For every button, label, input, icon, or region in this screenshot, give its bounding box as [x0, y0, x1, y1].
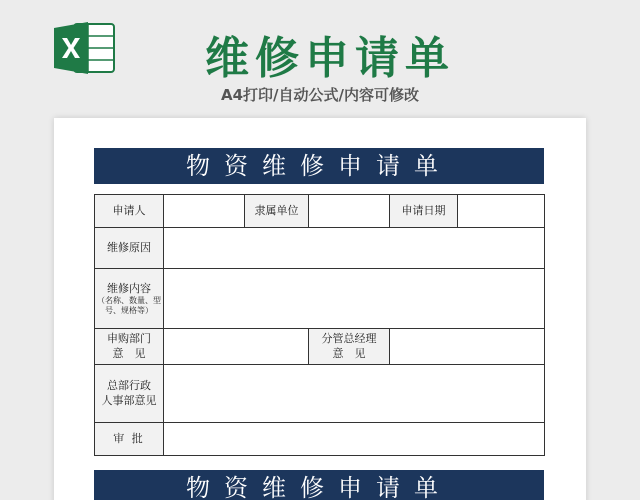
approval-label: 审 批	[95, 423, 164, 456]
apply-date-value-cell[interactable]	[458, 195, 545, 228]
reason-value-cell[interactable]	[164, 228, 545, 269]
table-row	[95, 423, 545, 456]
hq-value-cell[interactable]	[164, 365, 545, 423]
application-form-table	[94, 194, 545, 456]
table-row	[95, 228, 545, 269]
gm-value-cell[interactable]	[390, 329, 545, 365]
excel-logo-icon	[52, 20, 116, 76]
hq-label: 总部行政	[107, 379, 151, 393]
content-label: 维修内容	[107, 281, 151, 295]
document-title-banner-repeat: 物资维修申请单	[94, 470, 544, 500]
hq-label-cell	[95, 365, 164, 423]
department-label: 隶属单位	[245, 195, 309, 228]
document-title-banner: 物资维修申请单	[94, 148, 544, 184]
header	[0, 0, 640, 118]
table-row	[95, 365, 545, 423]
department-value-cell[interactable]	[309, 195, 390, 228]
table-row	[95, 195, 545, 228]
content-note: （名称、数量、型号、规格等）	[97, 296, 161, 315]
apply-date-label: 申请日期	[390, 195, 458, 228]
gm-label-opinion: 意 见	[332, 346, 366, 360]
purchase-dept-label: 申购部门	[107, 332, 151, 346]
purchase-dept-label-opinion: 意 见	[112, 346, 146, 360]
page-subtitle: A4打印/自动公式/内容可修改	[220, 86, 419, 104]
page-title: 维修申请单	[205, 33, 455, 84]
approval-value-cell[interactable]	[164, 423, 545, 456]
document-preview	[54, 118, 586, 500]
table-row	[95, 269, 545, 329]
applicant-label: 申请人	[95, 195, 164, 228]
content-value-cell[interactable]	[164, 269, 545, 329]
applicant-value-cell[interactable]	[164, 195, 245, 228]
hq-label-opinion: 人事部意见	[101, 393, 157, 407]
table-row	[95, 329, 545, 365]
purchase-dept-label-cell	[95, 329, 164, 365]
gm-label-cell	[309, 329, 390, 365]
gm-label: 分管总经理	[321, 332, 377, 346]
reason-label: 维修原因	[95, 228, 164, 269]
purchase-dept-value-cell[interactable]	[164, 329, 309, 365]
content-label-cell	[95, 269, 164, 329]
